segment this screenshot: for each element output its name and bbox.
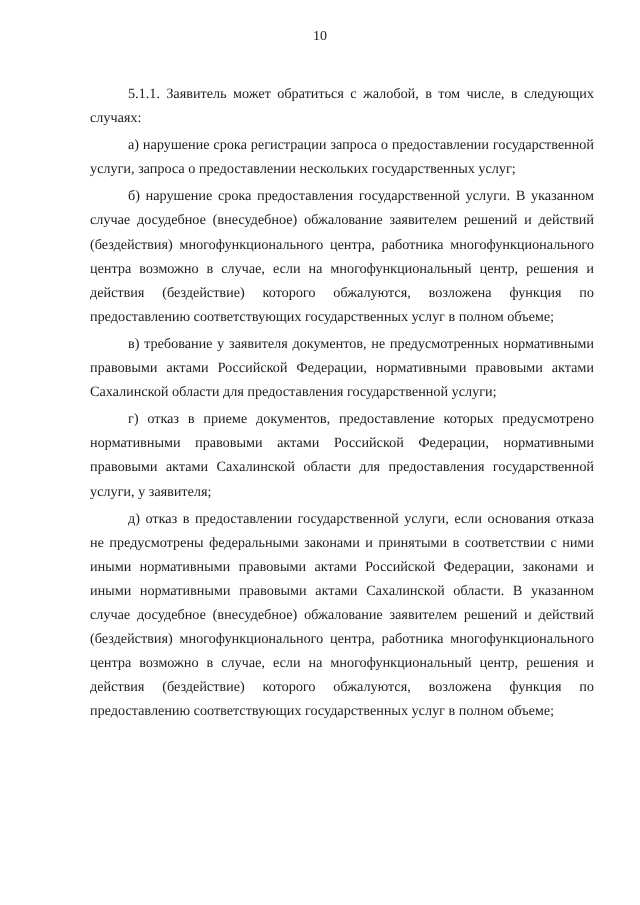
- paragraph-item-g: г) отказ в приеме документов, предоставление которых предусмотрено нормативными правовыми актами Российской Федерации, нормативными правовыми актами Сахалинской области для предоставления государственной услуги, у заявителя;: [90, 411, 594, 500]
- document-body: [90, 82, 594, 723]
- paragraph-5-1-1: 5.1.1. Заявитель может обратиться с жалобой, в том числе, в следующих случаях:: [90, 86, 594, 127]
- paragraph-item-a: а) нарушение срока регистрации запроса о предоставлении государственной услуги, запроса о предоставлении нескольких государственных услуг;: [90, 137, 594, 178]
- paragraph-item-b: б) нарушение срока предоставления государственной услуги. В указанном случае досудебное (внесудебное) обжалование заявителем решений и действий (бездействия) многофункционального центра, работника многофункционального центра возможно в случае, если на многофункциональный центр, решения и действия (бездействие) которого обжалуются, возложена функция по предоставлению соответствующих государственных услуг в полном объеме;: [90, 188, 594, 325]
- page-number: 10: [313, 29, 327, 44]
- paragraph-item-v: в) требование у заявителя документов, не предусмотренных нормативными правовыми актами Российской Федерации, нормативными правовыми актами Сахалинской области для предоставления государственной услуги;: [90, 335, 594, 401]
- paragraph-item-d: д) отказ в предоставлении государственной услуги, если основания отказа не предусмотрены федеральными законами и принятыми в соответствии с ними иными нормативными правовыми актами Российской Федерации, законами и иными нормативными правовыми актами Сахалинской области. В указанном случае досудебное (внесудебное) обжалование заявителем решений и действий (бездействия) многофункционального центра, работника многофункционального центра возможно в случае, если на многофункциональный центр, решения и действия (бездействие) которого обжалуются, возложена функция по предоставлению соответствующих государственных услуг в полном объеме;: [90, 510, 594, 720]
